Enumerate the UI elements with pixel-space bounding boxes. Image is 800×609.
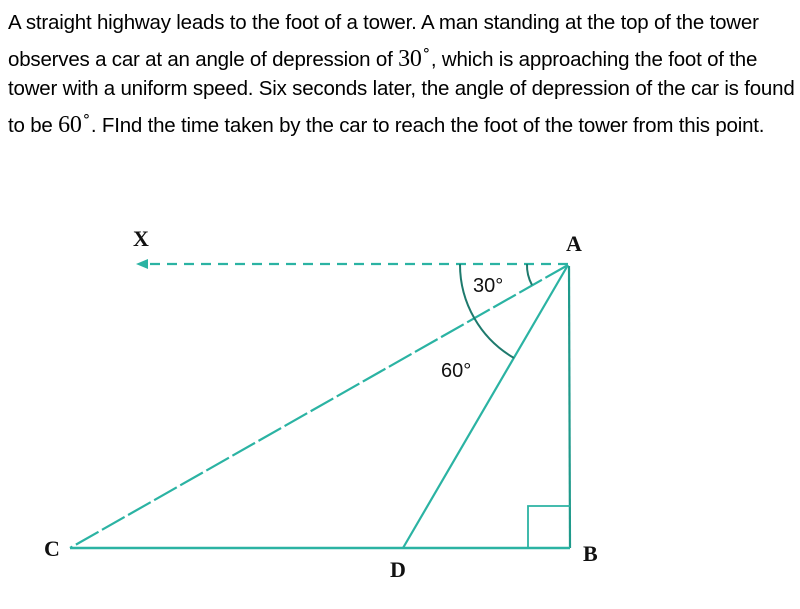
angle-30-math: 30∘ [398, 43, 431, 72]
sight-line-ac [70, 265, 568, 548]
angle-60-math: 60∘ [58, 109, 91, 138]
point-label-c: C [44, 536, 60, 561]
point-label-a: A [566, 231, 582, 256]
angle-label-60: 60° [441, 360, 472, 382]
point-label-d: D [390, 557, 406, 582]
question-part-1: A straight highway leads to the foot of a tower. A man standing at the top of the tower observes a car at an angle of depression of [8, 11, 759, 71]
point-label-b: B [583, 541, 598, 566]
right-angle-marker [528, 506, 570, 548]
point-label-x: X [133, 226, 149, 251]
angle-arc-30 [527, 264, 532, 285]
arrow-left-icon [136, 259, 148, 269]
question-part-2: , which is approaching the foot of the tower with a uniform speed. Six seconds later, the angle of depression of the car is found to be [8, 48, 795, 137]
question-part-3: . FInd the time taken by the car to reach the foot of the tower from this point. [90, 114, 765, 137]
angle-label-30: 30° [473, 275, 504, 297]
